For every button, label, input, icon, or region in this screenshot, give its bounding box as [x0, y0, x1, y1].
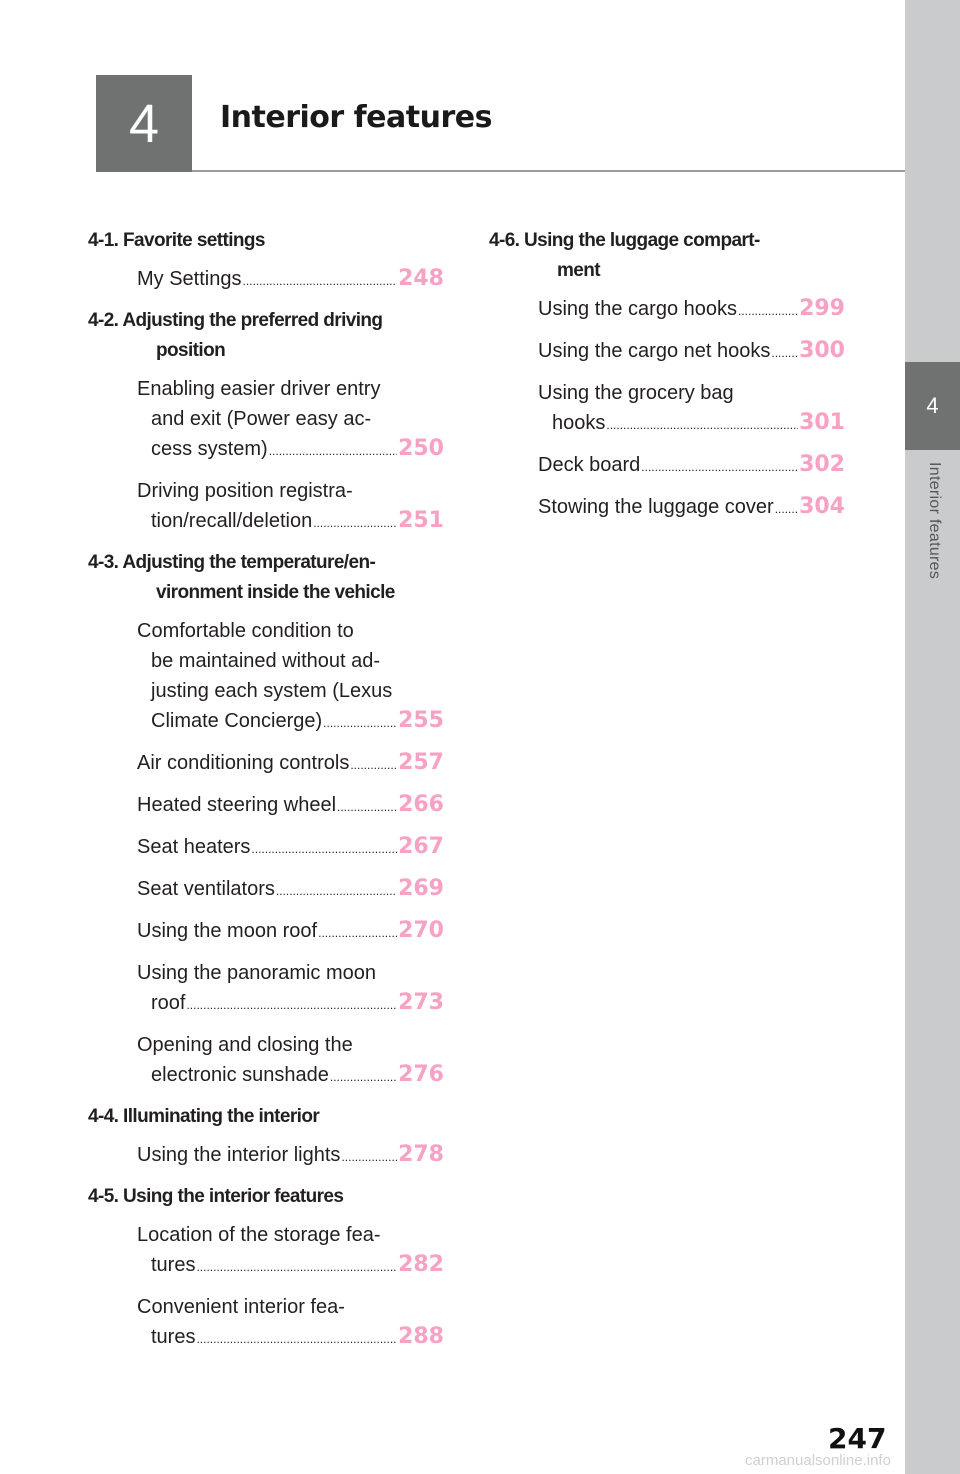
entry-text: Using the moon roof: [137, 920, 318, 942]
dot-leader: [186, 990, 397, 1020]
toc-entry[interactable]: [88, 616, 444, 738]
entry-text: Using the interior lights: [137, 1144, 341, 1166]
toc-entry[interactable]: [88, 916, 444, 948]
entry-text: cess system): [151, 438, 268, 460]
entry-text-line: Enabling easier driver entry: [137, 378, 381, 400]
entry-text: Seat heaters: [137, 836, 251, 858]
section-number: 4-1.: [88, 230, 119, 251]
entry-text-line: Using the grocery bag: [538, 382, 734, 404]
dot-leader: [251, 834, 397, 864]
section-title: Using the interior features: [123, 1186, 344, 1207]
dot-leader: [276, 876, 397, 906]
entry-text: tion/recall/deletion: [151, 510, 313, 532]
section-title: Adjusting the preferred driving: [122, 310, 383, 331]
dot-leader: [771, 338, 798, 368]
toc-entry[interactable]: [88, 264, 444, 296]
dot-leader: [350, 750, 397, 780]
entry-text: hooks: [552, 412, 606, 434]
entry-text-line: be maintained without ad-: [151, 650, 381, 672]
entry-text: tures: [151, 1326, 196, 1348]
entry-final-line: [137, 1060, 444, 1092]
entry-final-line: [137, 1250, 444, 1282]
toc-entry[interactable]: [88, 832, 444, 864]
entry-text-line: Convenient interior fea-: [137, 1296, 345, 1318]
dot-leader: [738, 296, 798, 326]
page-number: 247: [828, 1422, 887, 1455]
watermark: carmanualsonline.info: [745, 1452, 891, 1469]
section-number: 4-5.: [88, 1186, 119, 1207]
entry-text: Seat ventilators: [137, 878, 275, 900]
section-heading: [88, 306, 444, 366]
page-reference-link[interactable]: 301: [799, 410, 845, 435]
toc-entry[interactable]: [88, 1220, 444, 1282]
page-reference-link[interactable]: 282: [398, 1252, 444, 1277]
section-title: Illuminating the interior: [123, 1106, 320, 1127]
entry-text: Air conditioning controls: [137, 752, 350, 774]
page-reference-link[interactable]: 288: [398, 1324, 444, 1349]
chapter-tab-label: Interior features: [926, 462, 943, 580]
toc-entry[interactable]: [88, 1030, 444, 1092]
entry-text: electronic sunshade: [151, 1064, 329, 1086]
chapter-number: 4: [96, 75, 192, 172]
entry-final-line: [137, 506, 444, 538]
section-heading: [88, 548, 444, 608]
section-heading: [489, 226, 845, 286]
toc-column-left: [88, 226, 444, 1364]
section-number: 4-2.: [88, 310, 119, 331]
toc-entry[interactable]: [489, 336, 845, 368]
entry-text-line: Using the panoramic moon: [137, 962, 377, 984]
dot-leader: [269, 436, 397, 466]
page-reference-link[interactable]: 302: [799, 452, 845, 477]
section-number: 4-4.: [88, 1106, 119, 1127]
entry-text: Using the cargo hooks: [538, 298, 738, 320]
dot-leader: [341, 1142, 397, 1172]
dot-leader: [641, 452, 798, 482]
entry-text: Using the cargo net hooks: [538, 340, 771, 362]
dot-leader: [242, 266, 397, 296]
toc-entry[interactable]: [88, 958, 444, 1020]
section-number: 4-6.: [489, 230, 520, 251]
dot-leader: [318, 918, 397, 948]
toc-entry[interactable]: [88, 1140, 444, 1172]
section-heading: [88, 226, 444, 256]
page-reference-link[interactable]: 248: [398, 266, 444, 291]
section-title: Using the luggage compart-: [524, 230, 760, 251]
page-reference-link[interactable]: 269: [398, 876, 444, 901]
chapter-title: Interior features: [220, 100, 492, 135]
entry-final-line: [137, 706, 444, 738]
toc-entry[interactable]: [88, 748, 444, 780]
dot-leader: [330, 1062, 397, 1092]
page-reference-link[interactable]: 276: [398, 1062, 444, 1087]
page-reference-link[interactable]: 251: [398, 508, 444, 533]
section-title-continued: ment: [557, 260, 600, 281]
entry-text: Stowing the luggage cover: [538, 496, 774, 518]
entry-text: tures: [151, 1254, 196, 1276]
entry-final-line: [137, 832, 444, 864]
toc-entry[interactable]: [489, 294, 845, 326]
entry-final-line: [137, 916, 444, 948]
dot-leader: [313, 508, 397, 538]
toc-entry[interactable]: [88, 874, 444, 906]
entry-final-line: [137, 748, 444, 780]
page-reference-link[interactable]: 270: [398, 918, 444, 943]
dot-leader: [337, 792, 397, 822]
page-reference-link[interactable]: 278: [398, 1142, 444, 1167]
entry-final-line: [137, 1140, 444, 1172]
dot-leader: [196, 1324, 397, 1354]
entry-final-line: [538, 450, 845, 482]
page-reference-link[interactable]: 255: [398, 708, 444, 733]
toc-entry[interactable]: [489, 450, 845, 482]
title-divider: [192, 170, 905, 172]
page-reference-link[interactable]: 304: [799, 494, 845, 519]
section-heading: [88, 1182, 444, 1212]
entry-text: My Settings: [137, 268, 242, 290]
entry-final-line: [137, 874, 444, 906]
entry-final-line: [137, 434, 444, 466]
page-reference-link[interactable]: 257: [398, 750, 444, 775]
entry-text: Deck board: [538, 454, 641, 476]
section-number: 4-3.: [88, 552, 119, 573]
entry-final-line: [137, 790, 444, 822]
page-reference-link[interactable]: 300: [799, 338, 845, 363]
entry-text: Heated steering wheel: [137, 794, 337, 816]
page-reference-link[interactable]: 267: [398, 834, 444, 859]
entry-final-line: [137, 1322, 444, 1354]
entry-text-line: Comfortable condition to: [137, 620, 354, 642]
toc-entry[interactable]: [88, 476, 444, 538]
toc-entry[interactable]: [88, 1292, 444, 1354]
section-title-continued: vironment inside the vehicle: [156, 582, 395, 603]
section-heading: [88, 1102, 444, 1132]
toc-entry[interactable]: [88, 790, 444, 822]
toc-entry[interactable]: [489, 492, 845, 524]
toc-entry[interactable]: [489, 378, 845, 440]
page-reference-link[interactable]: 266: [398, 792, 444, 817]
entry-text: Climate Concierge): [151, 710, 323, 732]
chapter-tab[interactable]: 4: [905, 362, 960, 450]
entry-text-line: Opening and closing the: [137, 1034, 353, 1056]
dot-leader: [196, 1252, 397, 1282]
section-title: Favorite settings: [123, 230, 265, 251]
entry-text-line: Location of the storage fea-: [137, 1224, 381, 1246]
entry-final-line: [538, 336, 845, 368]
dot-leader: [323, 708, 397, 738]
toc-column-right: [489, 226, 845, 534]
entry-final-line: [137, 988, 444, 1020]
entry-final-line: [538, 408, 845, 440]
entry-text-line: Driving position registra-: [137, 480, 353, 502]
entry-text: roof: [151, 992, 186, 1014]
entry-final-line: [137, 264, 444, 296]
section-title: Adjusting the temperature/en-: [122, 552, 376, 573]
chapter-sidebar: [905, 0, 960, 1474]
toc-entry[interactable]: [88, 374, 444, 466]
page-reference-link[interactable]: 273: [398, 990, 444, 1015]
page-reference-link[interactable]: 250: [398, 436, 444, 461]
entry-text-line: and exit (Power easy ac-: [151, 408, 372, 430]
section-title-continued: position: [156, 340, 226, 361]
entry-final-line: [538, 492, 845, 524]
entry-final-line: [538, 294, 845, 326]
page-reference-link[interactable]: 299: [799, 296, 845, 321]
entry-text-line: justing each system (Lexus: [151, 680, 393, 702]
dot-leader: [606, 410, 798, 440]
dot-leader: [775, 494, 798, 524]
